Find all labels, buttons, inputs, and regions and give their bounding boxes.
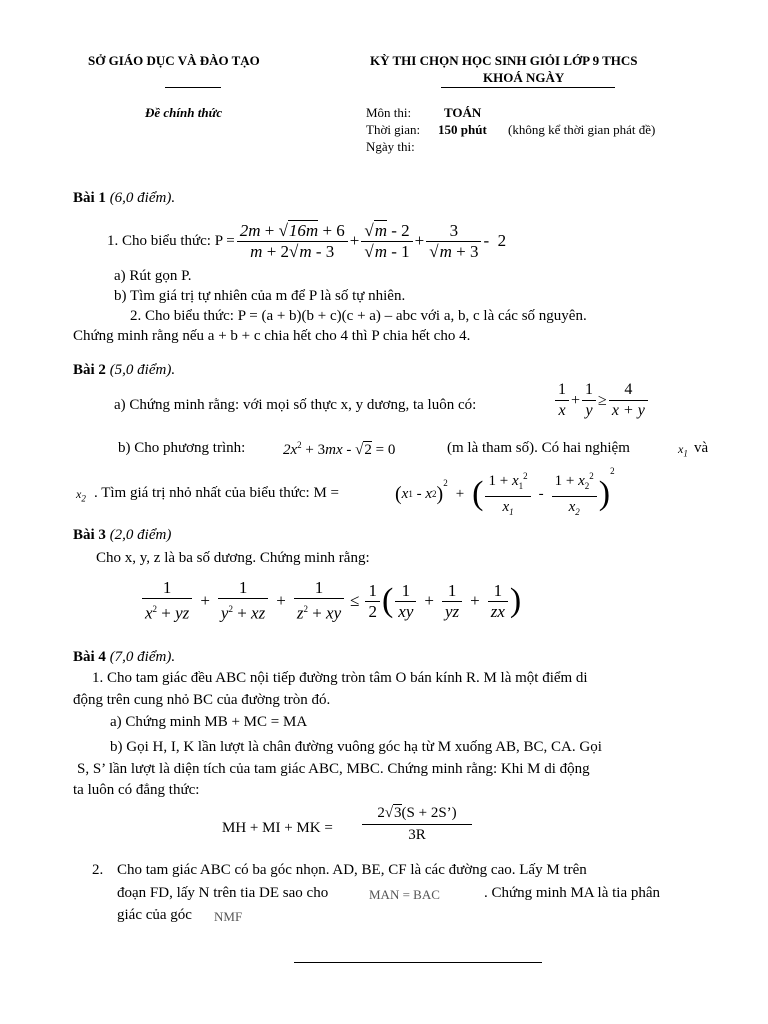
subject-value: TOÁN [444, 105, 482, 120]
bai1-a: a) Rút gọn P. [114, 268, 192, 284]
bai4-p1-b-line3: ta luôn có đẳng thức: [73, 782, 200, 798]
bai1-formula: 1. Cho biểu thức: P = $\frac{2m + √16m + 6}{m + 2√m - 3}$ + $\frac{√m - 2}{√m - 1}$ + $\frac{3}{√m + 3}$ - 2 [107, 220, 507, 261]
expression-M: ( x 1 - x 2 ) $^2$ + ( $\frac{1 + x_1^2}{x_1}$ - $\frac{1 + x_2^2}{x_2}$ ) $^2$ [395, 466, 615, 517]
bai4-p2-line2a: đoạn FD, lấy N trên tia DE sao cho [117, 885, 329, 901]
bai2-heading: Bài 2 (5,0 điểm). [73, 362, 176, 378]
exam-subtitle: KHOÁ NGÀY [483, 70, 565, 85]
time-label: Thời gian: [366, 122, 421, 137]
bai2-b-line2: . Tìm giá trị nhỏ nhất của biểu thức: M = [94, 485, 340, 501]
bai4-p2-line2b: . Chứng minh MA là tia phân [484, 885, 661, 901]
bai1-b: b) Tìm giá trị tự nhiên của m để P là số tự nhiên. [114, 288, 406, 304]
bai4-p1-a: a) Chứng minh MB + MC = MA [110, 714, 308, 730]
bai4-p1-b-line2: S, S’ lần lượt là diện tích của tam giác ABC, MBC. Chứng minh rằng: Khi M di động [77, 761, 590, 777]
angle-nmf: NMF [214, 909, 243, 924]
bai4-p2-line1: Cho tam giác ABC có ba góc nhọn. AD, BE, CF là các đường cao. Lấy M trên [117, 862, 587, 878]
bai1-q2-line2: Chứng minh rằng nếu a + b + c chia hết cho 4 thì P chia hết cho 4. [73, 328, 471, 344]
fraction-3: $\frac{3}{√m + 3}$ [426, 221, 481, 262]
bai4-p1-line1: 1. Cho tam giác đều ABC nội tiếp đường tròn tâm O bán kính R. M là một điểm di [92, 670, 588, 686]
bai1-q2-line1: 2. Cho biểu thức: P = (a + b)(b + c)(c + a) – abc với a, b, c là các số nguyên. [130, 308, 587, 324]
bai2-a-text: a) Chứng minh rằng: với mọi số thực x, y dương, ta luôn có: [114, 397, 477, 413]
bai1-q1-lead: 1. Cho biểu thức: P = [107, 232, 235, 249]
bai1-heading: Bài 1 (6,0 điểm). [73, 190, 176, 206]
subject-label: Môn thi: [366, 105, 412, 120]
root-x2: $x_2$ [76, 487, 86, 504]
footer-divider [294, 962, 542, 963]
bai4-p1-b-line1: b) Gọi H, I, K lần lượt là chân đường vuông góc hạ từ M xuống AB, BC, CA. Gọi [110, 739, 602, 755]
bai2-equation: $2x^2 + 3mx - √2 = 0$ [283, 440, 396, 458]
bai2-inequality: $\frac{1}{x}$ + $\frac{1}{y}$ ≥ $\frac{4}{x + y}$ [553, 380, 650, 421]
fraction-2: $\frac{√m - 2}{√m - 1}$ [361, 221, 412, 262]
root-x1: $x_1$ [678, 442, 688, 459]
fraction-1: $\frac{2m + √16m + 6}{m + 2√m - 3}$ [237, 221, 348, 262]
bai3-text: Cho x, y, z là ba số dương. Chứng minh rằng: [96, 550, 370, 566]
bai2-b-mid: (m là tham số). Có hai nghiệm [447, 440, 630, 456]
bai4-p1-line2: động trên cung nhỏ BC của đường tròn đó. [73, 692, 331, 708]
formula-fraction: 2√3(S + 2S’) 3R [362, 805, 472, 844]
time-note: (không kể thời gian phát đề) [508, 122, 656, 137]
date-label: Ngày thi: [366, 139, 415, 154]
bai4-p2-line3a: giác của góc [117, 907, 192, 923]
time-value: 150 phút [438, 122, 487, 137]
formula-lhs: MH + MI + MK = [222, 820, 333, 836]
department-title: SỞ GIÁO DỤC VÀ ĐÀO TẠO [88, 53, 260, 68]
bai3-inequality: $\frac{1}{x^2 + yz}$ + $\frac{1}{y^2 + xz}$ + $\frac{1}{z^2 + xy}$ ≤ $\frac{1}{2}$ ( $\frac{1}{xy}$ + $\frac{1}{yz}$ + $\frac{1}{zx}$ ) [140, 574, 521, 628]
bai4-heading: Bài 4 (7,0 điểm). [73, 649, 176, 665]
bai3-heading: Bài 3 (2,0 điểm) [73, 527, 172, 543]
exam-title: KỲ THI CHỌN HỌC SINH GIỎI LỚP 9 THCS [370, 53, 638, 68]
bai2-b-lead: b) Cho phương trình: [118, 440, 246, 456]
header-divider-right [441, 87, 615, 88]
angle-equality: MAN = BAC [369, 887, 440, 902]
bai2-b-and: và [694, 440, 709, 456]
bai4-p2-num: 2. [92, 862, 104, 878]
header-divider-left [165, 87, 221, 88]
official-label: Đề chính thức [145, 105, 223, 120]
